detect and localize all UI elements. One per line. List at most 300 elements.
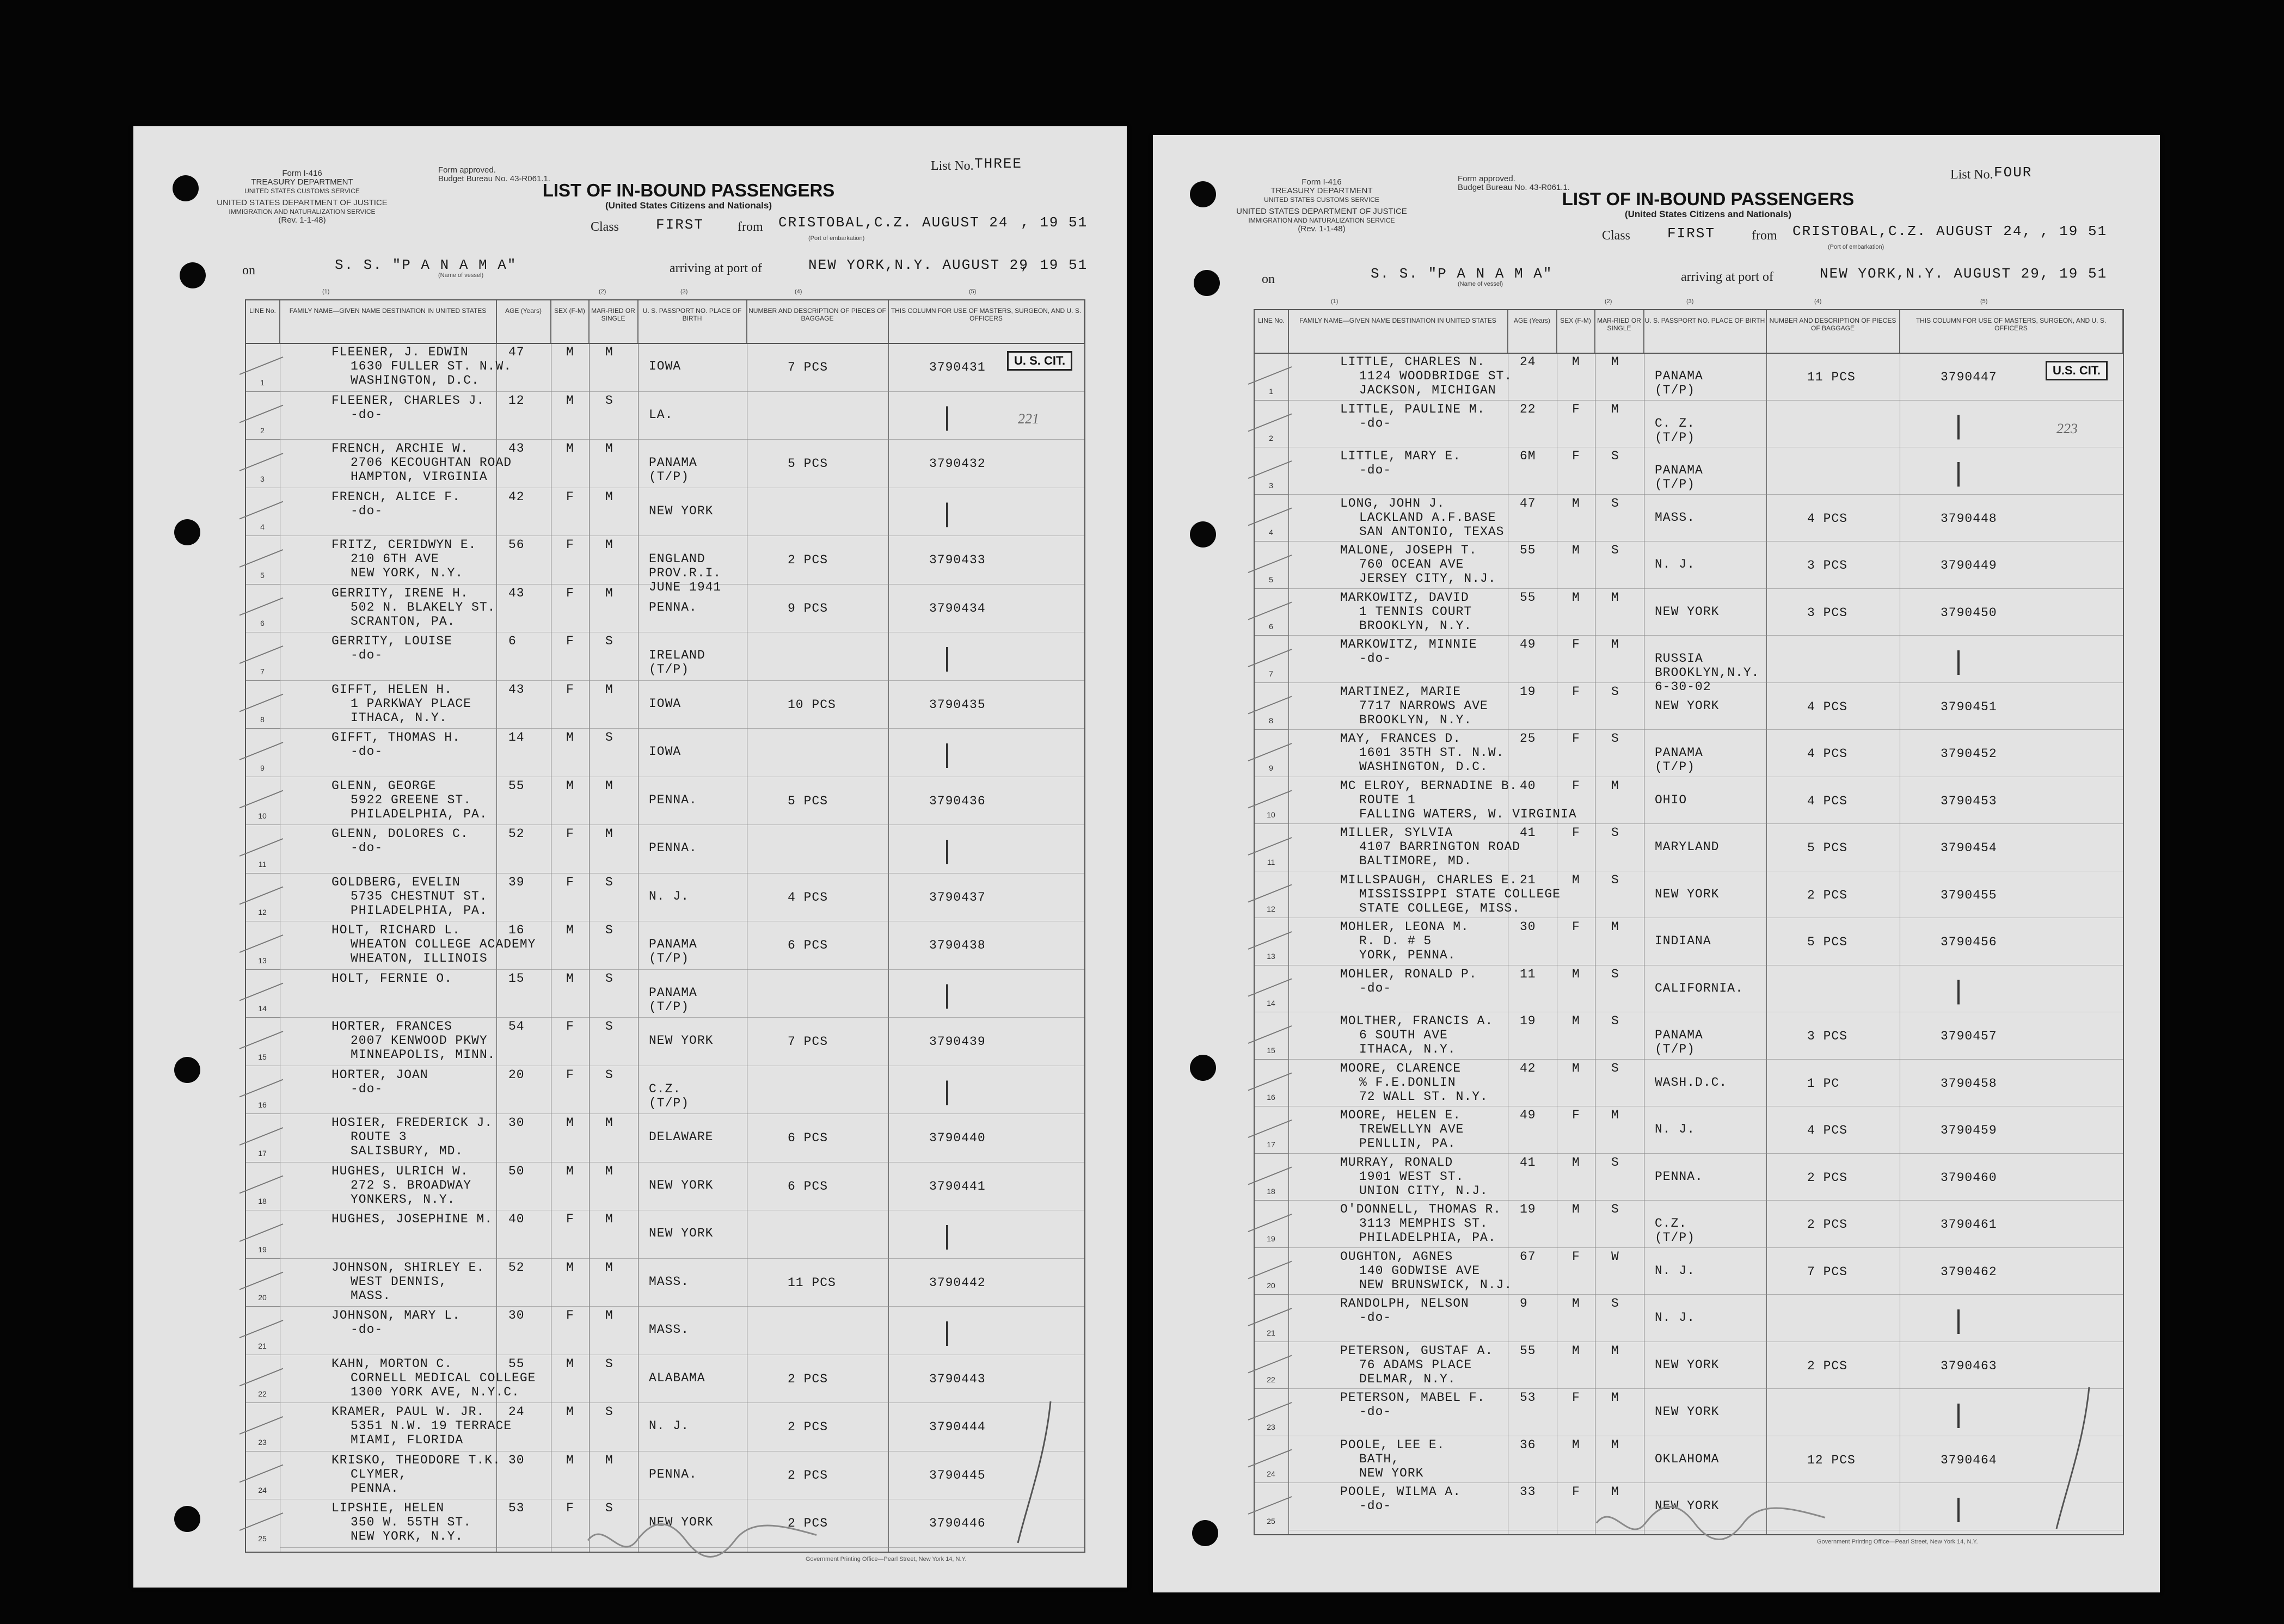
approval-note: Form approved. xyxy=(1458,174,1515,183)
line-number: 3 xyxy=(260,474,265,483)
place-of-birth: PANAMA xyxy=(1655,369,1703,383)
column-number: (3) xyxy=(680,288,688,295)
passenger-age: 19 xyxy=(1520,1202,1536,1216)
passenger-address: TREWELLYN AVE xyxy=(1359,1122,1464,1136)
passenger-age: 30 xyxy=(508,1453,525,1467)
passenger-age: 24 xyxy=(508,1405,525,1419)
place-of-birth: PENNA. xyxy=(649,1467,697,1481)
row-separator xyxy=(280,1306,1084,1307)
passenger-age: 55 xyxy=(508,1356,525,1371)
place-of-birth: N. J. xyxy=(649,1419,690,1433)
column-number: (5) xyxy=(1980,298,1988,305)
place-of-birth: NEW YORK xyxy=(1655,887,1720,901)
passenger-name: KRAMER, PAUL W. JR. xyxy=(331,1405,485,1419)
column-header-name: FAMILY NAME—GIVEN NAME DESTINATION IN UNITED STATES xyxy=(1288,310,1508,353)
from-label: from xyxy=(738,220,763,234)
line-number: 10 xyxy=(1267,810,1275,819)
place-of-birth: NEW YORK xyxy=(1655,1405,1720,1419)
column-header-age: AGE (Years) xyxy=(496,300,551,343)
line-number: 25 xyxy=(1267,1516,1275,1525)
arrival-year: , 19 51 xyxy=(2040,266,2108,282)
line-number: 17 xyxy=(258,1148,267,1158)
passenger-address: -do- xyxy=(1359,981,1392,995)
passenger-age: 41 xyxy=(1520,1155,1536,1170)
passenger-name: HOLT, FERNIE O. xyxy=(331,971,453,986)
marital-status: S xyxy=(1611,684,1619,699)
row-separator xyxy=(1255,1482,1288,1483)
baggage-tag-number: 3790450 xyxy=(1941,605,1997,620)
header-rule xyxy=(1255,353,2123,354)
passenger-age: 55 xyxy=(508,778,525,793)
column-header-passport: U. S. PASSPORT NO. PLACE OF BIRTH xyxy=(1644,310,1766,353)
row-separator xyxy=(246,680,280,681)
passenger-age: 43 xyxy=(508,441,525,456)
column-number: (3) xyxy=(1686,298,1694,305)
row-separator xyxy=(1288,1059,2123,1060)
baggage-tag-number: 3790454 xyxy=(1941,841,1997,855)
row-separator xyxy=(1288,1482,2123,1483)
marital-status: S xyxy=(1611,496,1619,510)
passenger-sex: M xyxy=(566,1164,574,1178)
line-number: 16 xyxy=(1267,1093,1275,1102)
passenger-age: 47 xyxy=(1520,496,1536,510)
column-number: (2) xyxy=(599,288,606,295)
dept-customs: UNITED STATES CUSTOMS SERVICE xyxy=(1264,196,1379,204)
place-of-birth: (T/P) xyxy=(649,951,690,965)
passenger-sex: F xyxy=(566,634,574,648)
place-of-birth: PANAMA xyxy=(1655,1028,1703,1042)
manifest-page-right xyxy=(1153,135,2160,1592)
passenger-age: 52 xyxy=(508,1260,525,1275)
place-of-birth: N. J. xyxy=(649,889,690,903)
line-number: 22 xyxy=(1267,1375,1275,1384)
passenger-age: 43 xyxy=(508,682,525,697)
marital-status: S xyxy=(1611,1296,1619,1311)
row-separator xyxy=(246,584,280,585)
passenger-name: FRENCH, ARCHIE W. xyxy=(331,441,469,456)
baggage-tag-number: 3790438 xyxy=(929,938,986,952)
stamp-pencil-number: 223 xyxy=(2056,421,2078,436)
place-of-birth: (T/P) xyxy=(649,470,690,484)
line-number: 14 xyxy=(1267,999,1275,1007)
row-separator xyxy=(1255,1294,1288,1295)
marital-status: M xyxy=(605,489,613,504)
baggage-tag-number: 3790461 xyxy=(1941,1217,1997,1232)
baggage-count: 2 PCS xyxy=(788,1420,828,1434)
place-of-birth: (T/P) xyxy=(1655,760,1696,774)
column-header-age: AGE (Years) xyxy=(1508,310,1557,353)
row-separator xyxy=(246,1258,280,1259)
passenger-address: R. D. # 5 xyxy=(1359,934,1432,948)
passenger-address: MINNEAPOLIS, MINN. xyxy=(351,1048,496,1062)
passenger-age: 54 xyxy=(508,1019,525,1034)
passenger-sex: M xyxy=(566,1260,574,1275)
baggage-count: 4 PCS xyxy=(1807,699,1848,714)
baggage-count: 3 PCS xyxy=(1807,1029,1848,1043)
place-of-birth: (T/P) xyxy=(1655,477,1696,491)
baggage-count: 2 PCS xyxy=(1807,1170,1848,1185)
passenger-address: 2007 KENWOOD PKWY xyxy=(351,1034,488,1048)
line-number: 19 xyxy=(1267,1234,1275,1243)
passenger-address: BATH, xyxy=(1359,1451,1400,1466)
passenger-address: ROUTE 1 xyxy=(1359,792,1416,807)
passenger-sex: F xyxy=(566,586,574,600)
passenger-sex: M xyxy=(1572,1202,1580,1216)
place-of-birth: IRELAND xyxy=(649,648,705,662)
passenger-sex: M xyxy=(566,778,574,793)
passenger-address: 1601 35TH ST. N.W. xyxy=(1359,746,1505,760)
place-of-birth: NEW YORK xyxy=(1655,604,1720,619)
line-number: 19 xyxy=(258,1245,267,1254)
passenger-sex: M xyxy=(566,345,574,359)
passenger-sex: F xyxy=(566,538,574,552)
passenger-address: NEW YORK, N.Y. xyxy=(351,1529,464,1543)
row-separator xyxy=(1288,1200,2123,1201)
marital-status: S xyxy=(1611,1061,1619,1075)
punch-hole xyxy=(173,175,199,201)
baggage-tag-number: 3790460 xyxy=(1941,1170,1997,1185)
baggage-tag-number: 3790451 xyxy=(1941,699,1997,714)
place-of-birth: PANAMA xyxy=(649,937,697,951)
line-number: 12 xyxy=(1267,905,1275,913)
line-number: 8 xyxy=(1269,716,1273,725)
marital-status: S xyxy=(1611,543,1619,557)
passenger-age: 67 xyxy=(1520,1249,1536,1264)
place-of-birth: PENNA. xyxy=(649,841,697,855)
baggage-tag-number: 3790445 xyxy=(929,1468,986,1482)
row-separator xyxy=(246,1017,280,1018)
passenger-address: NEW YORK, N.Y. xyxy=(351,566,464,580)
place-of-birth: RUSSIA xyxy=(1655,651,1703,666)
line-number: 7 xyxy=(260,667,265,676)
passenger-name: LIPSHIE, HELEN xyxy=(331,1501,445,1515)
passenger-sex: F xyxy=(566,1308,574,1322)
baggage-count: 4 PCS xyxy=(1807,793,1848,808)
marital-status: M xyxy=(1611,920,1619,934)
passenger-age: 22 xyxy=(1520,402,1536,416)
passenger-sex: M xyxy=(566,730,574,745)
us-citizen-stamp: U. S. CIT. xyxy=(1007,351,1072,371)
passenger-address: DELMAR, N.Y. xyxy=(1359,1371,1456,1386)
marital-status: S xyxy=(605,923,613,937)
arriving-label: arriving at port of xyxy=(1681,270,1773,284)
passenger-age: 30 xyxy=(1520,920,1536,934)
baggage-tag-number: 3790442 xyxy=(929,1275,986,1290)
vessel-name: S. S. "P A N A M A" xyxy=(335,257,517,273)
place-of-birth: OKLAHOMA xyxy=(1655,1451,1720,1466)
passenger-name: GLENN, DOLORES C. xyxy=(331,827,469,841)
marital-status: M xyxy=(1611,1108,1619,1122)
place-of-birth: DELAWARE xyxy=(649,1130,714,1144)
passenger-name: POOLE, WILMA A. xyxy=(1340,1485,1462,1499)
passenger-sex: F xyxy=(566,875,574,889)
row-separator xyxy=(1255,1059,1288,1060)
passenger-address: PHILADELPHIA, PA. xyxy=(351,903,488,918)
passenger-age: 24 xyxy=(1520,355,1536,369)
passenger-age: 20 xyxy=(508,1067,525,1082)
passenger-sex: M xyxy=(1572,872,1580,887)
line-number: 24 xyxy=(258,1486,267,1494)
passenger-address: -do- xyxy=(1359,1311,1392,1325)
passenger-sex: M xyxy=(1572,1343,1580,1358)
marital-status: S xyxy=(1611,967,1619,981)
line-number: 3 xyxy=(1269,481,1273,490)
dept-justice: UNITED STATES DEPARTMENT OF JUSTICE xyxy=(1236,207,1407,216)
column-number: (1) xyxy=(322,288,330,295)
baggage-count: 6 PCS xyxy=(788,938,828,952)
baggage-tag-number: 3790464 xyxy=(1941,1453,1997,1467)
baggage-count: 3 PCS xyxy=(1807,605,1848,620)
passenger-address: 1300 YORK AVE, N.Y.C. xyxy=(351,1385,520,1399)
passenger-name: HOSIER, FREDERICK J. xyxy=(331,1116,493,1130)
passenger-sex: F xyxy=(1572,826,1580,840)
passenger-name: KAHN, MORTON C. xyxy=(331,1356,453,1371)
passenger-name: HOLT, RICHARD L. xyxy=(331,923,461,937)
passenger-name: POOLE, LEE E. xyxy=(1340,1437,1445,1452)
passenger-name: JOHNSON, MARY L. xyxy=(331,1308,461,1322)
passenger-age: 36 xyxy=(1520,1437,1536,1452)
marital-status: M xyxy=(1611,1391,1619,1405)
passenger-sex: M xyxy=(1572,355,1580,369)
place-of-birth: NEW YORK xyxy=(1655,1499,1720,1513)
place-of-birth: MARYLAND xyxy=(1655,840,1720,854)
passenger-name: MOORE, CLARENCE xyxy=(1340,1061,1462,1075)
marital-status: M xyxy=(605,538,613,552)
place-of-birth: (T/P) xyxy=(649,999,690,1014)
class-label: Class xyxy=(1602,229,1631,243)
passenger-address: 7717 NARROWS AVE xyxy=(1359,698,1488,713)
form-subtitle: (United States Citizens and Nationals) xyxy=(1624,209,1792,219)
row-separator xyxy=(246,1402,280,1403)
place-of-birth: NEW YORK xyxy=(649,503,714,518)
passenger-table xyxy=(1254,309,2124,1535)
passenger-name: GLENN, GEORGE xyxy=(331,778,437,793)
place-of-birth: IOWA xyxy=(649,359,681,373)
row-separator xyxy=(280,728,1084,729)
passenger-name: JOHNSON, SHIRLEY E. xyxy=(331,1260,485,1275)
punch-hole xyxy=(174,1506,200,1532)
from-year: , 19 51 xyxy=(2040,223,2108,239)
passenger-sex: F xyxy=(1572,920,1580,934)
baggage-count: 5 PCS xyxy=(788,793,828,808)
marital-status: M xyxy=(605,1453,613,1467)
baggage-tag-number: 3790449 xyxy=(1941,558,1997,573)
passenger-sex: F xyxy=(566,1501,574,1515)
line-number: 15 xyxy=(1267,1045,1275,1055)
vessel-caption: (Name of vessel) xyxy=(438,272,484,279)
line-number: 17 xyxy=(1267,1140,1275,1149)
row-separator xyxy=(1255,635,1288,636)
passenger-name: FRENCH, ALICE F. xyxy=(331,489,461,504)
passenger-sex: M xyxy=(1572,1014,1580,1028)
baggage-count: 5 PCS xyxy=(788,457,828,471)
baggage-count: 2 PCS xyxy=(1807,1217,1848,1232)
marital-status: M xyxy=(1611,355,1619,369)
place-of-birth: WASH.D.C. xyxy=(1655,1075,1728,1090)
passenger-sex: M xyxy=(566,1356,574,1371)
passenger-name: FLEENER, J. EDWIN xyxy=(331,345,469,359)
baggage-tag-number: 3790440 xyxy=(929,1131,986,1145)
baggage-count: 11 PCS xyxy=(788,1275,836,1290)
column-header-married: MAR-RIED OR SINGLE xyxy=(589,300,638,343)
passenger-address: -do- xyxy=(351,407,383,422)
place-of-birth: ENGLAND xyxy=(649,552,705,566)
passenger-age: 25 xyxy=(1520,731,1536,746)
passenger-sex: F xyxy=(1572,402,1580,416)
passenger-name: MAY, FRANCES D. xyxy=(1340,731,1462,746)
passenger-sex: F xyxy=(1572,449,1580,463)
row-separator xyxy=(280,1017,1084,1018)
marital-status: M xyxy=(605,1116,613,1130)
row-separator xyxy=(1288,1294,2123,1295)
passenger-address: JACKSON, MICHIGAN xyxy=(1359,383,1496,397)
passenger-age: 30 xyxy=(508,1116,525,1130)
passenger-age: 55 xyxy=(1520,590,1536,605)
punch-hole xyxy=(174,1057,200,1083)
passenger-name: MOHLER, LEONA M. xyxy=(1340,920,1469,934)
row-separator xyxy=(246,1306,280,1307)
passenger-address: 140 GODWISE AVE xyxy=(1359,1263,1481,1278)
passenger-address: 4107 BARRINGTON ROAD xyxy=(1359,840,1521,854)
row-separator xyxy=(280,969,1084,970)
baggage-tag-number: 3790437 xyxy=(929,890,986,905)
form-number: Form I-416 xyxy=(282,169,322,178)
punch-hole xyxy=(174,519,200,545)
passenger-address: 72 WALL ST. N.Y. xyxy=(1359,1089,1488,1104)
from-label: from xyxy=(1752,229,1777,243)
passenger-name: HUGHES, ULRICH W. xyxy=(331,1164,469,1178)
line-number: 1 xyxy=(1269,386,1273,396)
line-number: 4 xyxy=(1269,528,1273,537)
passenger-sex: F xyxy=(566,489,574,504)
place-of-birth: (T/P) xyxy=(649,1096,690,1110)
column-header-name: FAMILY NAME—GIVEN NAME DESTINATION IN UNITED STATES xyxy=(280,300,496,343)
place-of-birth: PANAMA xyxy=(649,456,697,470)
place-of-birth: JUNE 1941 xyxy=(649,580,722,594)
column-header-line: LINE No. xyxy=(246,300,280,343)
marital-status: M xyxy=(605,1212,613,1226)
passenger-address: SAN ANTONIO, TEXAS xyxy=(1359,524,1505,539)
baggage-count: 1 PC xyxy=(1807,1076,1840,1091)
place-of-birth: (T/P) xyxy=(1655,383,1696,397)
passenger-age: 49 xyxy=(1520,1108,1536,1122)
passenger-address: -do- xyxy=(351,1322,383,1337)
row-separator xyxy=(1288,541,2123,542)
place-of-birth: INDIANA xyxy=(1655,934,1711,948)
place-of-birth: N. J. xyxy=(1655,1311,1696,1325)
passenger-name: MOHLER, RONALD P. xyxy=(1340,967,1477,981)
marital-status: S xyxy=(605,634,613,648)
passenger-sex: F xyxy=(1572,1108,1580,1122)
passenger-address: PENLLIN, PA. xyxy=(1359,1136,1456,1151)
line-number: 1 xyxy=(260,378,265,387)
passenger-age: 42 xyxy=(1520,1061,1536,1075)
row-separator xyxy=(280,680,1084,681)
row-separator xyxy=(280,391,1084,392)
passenger-table xyxy=(245,299,1085,1553)
passenger-sex: M xyxy=(566,441,574,456)
place-of-birth: BROOKLYN,N.Y. xyxy=(1655,666,1760,680)
passenger-name: LITTLE, CHARLES N. xyxy=(1340,355,1485,369)
passenger-address: PENNA. xyxy=(351,1481,399,1496)
passenger-sex: M xyxy=(1572,496,1580,510)
dept-customs: UNITED STATES CUSTOMS SERVICE xyxy=(244,187,360,195)
baggage-tag-number: 3790462 xyxy=(1941,1264,1997,1279)
list-no-value: FOUR xyxy=(1994,164,2033,181)
row-separator xyxy=(1255,682,1288,683)
row-separator xyxy=(246,439,280,440)
place-of-birth: PANAMA xyxy=(1655,746,1703,760)
passenger-name: OUGHTON, AGNES xyxy=(1340,1249,1453,1264)
passenger-age: 30 xyxy=(508,1308,525,1322)
list-no-label: List No. xyxy=(1950,168,1993,182)
budget-bureau-no: Budget Bureau No. 43-R061.1. xyxy=(438,174,550,183)
list-no-value: THREE xyxy=(974,156,1023,172)
us-citizen-stamp: U.S. CIT. xyxy=(2046,361,2108,380)
place-of-birth: 6-30-02 xyxy=(1655,680,1711,694)
column-header-line: LINE No. xyxy=(1255,310,1288,353)
line-number: 9 xyxy=(1269,763,1273,772)
line-number: 11 xyxy=(258,859,267,869)
passenger-address: STATE COLLEGE, MISS. xyxy=(1359,901,1521,915)
place-of-birth: PENNA. xyxy=(1655,1169,1703,1184)
passenger-age: 33 xyxy=(1520,1485,1536,1499)
passenger-sex: F xyxy=(566,1067,574,1082)
passenger-name: GERRITY, IRENE H. xyxy=(331,586,469,600)
marital-status: M xyxy=(605,682,613,697)
marital-status: S xyxy=(1611,872,1619,887)
form-revision: (Rev. 1-1-48) xyxy=(1298,224,1346,233)
passenger-sex: M xyxy=(1572,1061,1580,1075)
passenger-address: ITHACA, N.Y. xyxy=(1359,1042,1456,1056)
passenger-address: 76 ADAMS PLACE xyxy=(1359,1357,1472,1372)
baggage-tag-number: 3790439 xyxy=(929,1035,986,1049)
row-separator xyxy=(1255,1200,1288,1201)
vessel-caption: (Name of vessel) xyxy=(1458,281,1503,287)
dept-justice: UNITED STATES DEPARTMENT OF JUSTICE xyxy=(217,198,388,207)
class-label: Class xyxy=(591,220,619,234)
passenger-name: PETERSON, GUSTAF A. xyxy=(1340,1343,1494,1358)
passenger-sex: M xyxy=(566,1405,574,1419)
passenger-age: 19 xyxy=(1520,1014,1536,1028)
place-of-birth: N. J. xyxy=(1655,1263,1696,1278)
marital-status: M xyxy=(605,1260,613,1275)
passenger-address: CORNELL MEDICAL COLLEGE xyxy=(351,1370,536,1385)
passenger-address: 1901 WEST ST. xyxy=(1359,1169,1464,1184)
line-number: 6 xyxy=(260,619,265,628)
baggage-tag-number: 3790444 xyxy=(929,1420,986,1434)
passenger-name: MARTINEZ, MARIE xyxy=(1340,684,1462,699)
line-number: 11 xyxy=(1267,857,1275,866)
line-number: 5 xyxy=(260,570,265,580)
column-number: (2) xyxy=(1605,298,1612,305)
baggage-tag-number: 3790431 xyxy=(929,360,986,374)
passenger-address: YONKERS, N.Y. xyxy=(351,1192,456,1207)
marital-status: S xyxy=(605,730,613,745)
passenger-name: MOLTHER, FRANCIS A. xyxy=(1340,1014,1494,1028)
passenger-address: FALLING WATERS, W. VIRGINIA xyxy=(1359,807,1577,821)
arrival-value: NEW YORK,N.Y. AUGUST 29 xyxy=(1820,266,2040,282)
baggage-tag-number: 3790443 xyxy=(929,1371,986,1386)
passenger-age: 50 xyxy=(508,1164,525,1178)
row-separator xyxy=(1288,729,2123,730)
passenger-address: 1630 FULLER ST. N.W. xyxy=(351,359,512,373)
baggage-count: 4 PCS xyxy=(1807,1123,1848,1137)
manifest-page-left xyxy=(133,126,1127,1588)
place-of-birth: (T/P) xyxy=(1655,430,1696,445)
baggage-tag-number: 3790453 xyxy=(1941,793,1997,808)
row-separator xyxy=(1255,823,1288,824)
